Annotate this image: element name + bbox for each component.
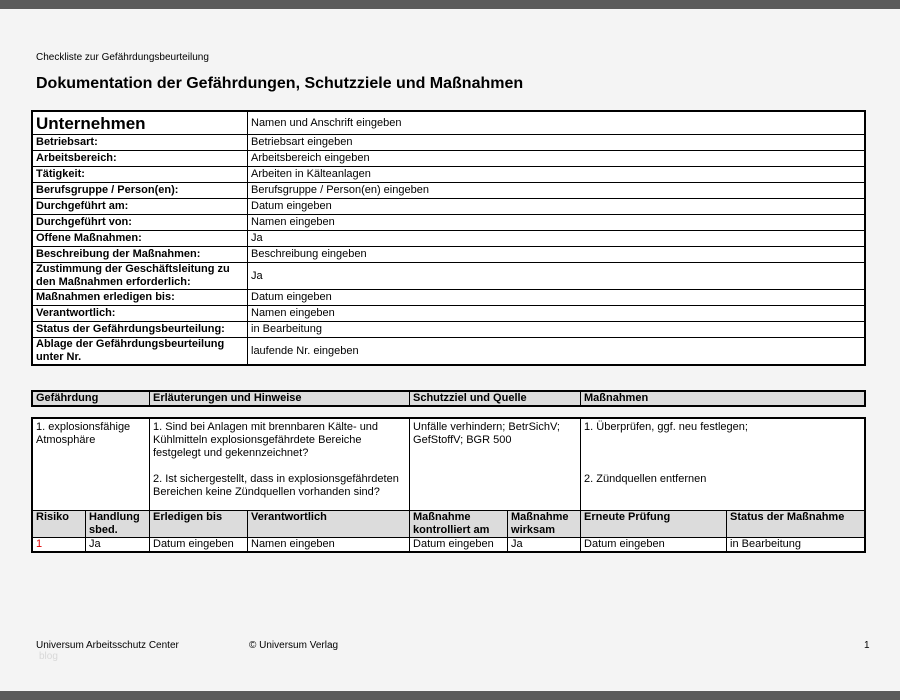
document-title: Dokumentation der Gefährdungen, Schutzziele und Maßnahmen <box>36 75 524 92</box>
sub-value[interactable]: Ja <box>508 538 581 552</box>
info-label: Arbeitsbereich: <box>33 151 248 167</box>
info-label: Durchgeführt von: <box>33 215 248 231</box>
info-value[interactable]: Datum eingeben <box>248 290 865 306</box>
info-value[interactable]: Arbeiten in Kälteanlagen <box>248 167 865 183</box>
hazard-header-table <box>32 391 865 406</box>
sub-value[interactable]: 1 <box>33 538 86 552</box>
company-value[interactable]: Namen und Anschrift eingeben <box>248 112 865 135</box>
info-label: Maßnahmen erledigen bis: <box>33 290 248 306</box>
hazard-detail-table <box>32 418 865 552</box>
info-value[interactable]: Arbeitsbereich eingeben <box>248 151 865 167</box>
info-row <box>33 167 865 183</box>
info-value[interactable]: Betriebsart eingeben <box>248 135 865 151</box>
info-label: Tätigkeit: <box>33 167 248 183</box>
info-label: Durchgeführt am: <box>33 199 248 215</box>
page-number: 1 <box>864 640 870 651</box>
watermark: blog <box>39 651 58 662</box>
sub-value[interactable]: Datum eingeben <box>581 538 727 552</box>
info-value[interactable]: Beschreibung eingeben <box>248 247 865 263</box>
info-label: Zustimmung der Geschäftsleitung zu den Maßnahmen erforderlich: <box>33 263 248 290</box>
header-goal: Schutzziel und Quelle <box>410 392 581 406</box>
info-row <box>33 183 865 199</box>
sub-value[interactable]: Ja <box>86 538 150 552</box>
info-value[interactable]: Namen eingeben <box>248 306 865 322</box>
footer-left: Universum Arbeitsschutz Center <box>36 640 179 651</box>
company-info-table <box>32 111 865 365</box>
info-row <box>33 290 865 306</box>
info-value[interactable]: Ja <box>248 231 865 247</box>
info-value[interactable]: laufende Nr. eingeben <box>248 338 865 365</box>
info-value[interactable]: Berufsgruppe / Person(en) eingeben <box>248 183 865 199</box>
info-label: Ablage der Gefährdungsbeurteilung unter Nr. <box>33 338 248 365</box>
info-label: Verantwortlich: <box>33 306 248 322</box>
info-label: Berufsgruppe / Person(en): <box>33 183 248 199</box>
info-row <box>33 199 865 215</box>
document-subtitle: Checkliste zur Gefährdungsbeurteilung <box>36 52 209 63</box>
sub-header: Erledigen bis <box>150 511 248 538</box>
note-1: 1. Sind bei Anlagen mit brennbaren Kälte- und Kühlmitteln explosionsgefährdete Bereiche festgelegt und gekennzeichnet? <box>153 421 379 459</box>
info-row <box>33 215 865 231</box>
info-label: Beschreibung der Maßnahmen: <box>33 247 248 263</box>
info-row <box>33 135 865 151</box>
info-row <box>33 322 865 338</box>
measure-2: 2. Zündquellen entfernen <box>584 473 707 485</box>
info-value[interactable]: in Bearbeitung <box>248 322 865 338</box>
info-row <box>33 151 865 167</box>
info-row <box>33 247 865 263</box>
info-label: Offene Maßnahmen: <box>33 231 248 247</box>
note-2: 2. Ist sichergestellt, dass in explosionsgefährdeten Bereichen keine Zündquellen vorhanden sind? <box>153 473 399 498</box>
sub-value[interactable]: in Bearbeitung <box>727 538 865 552</box>
company-label: Unternehmen <box>33 112 248 135</box>
sub-header: Verantwortlich <box>248 511 410 538</box>
info-row <box>33 263 865 290</box>
sub-header: Maßnahme kontrolliert am <box>410 511 508 538</box>
footer-copyright: © Universum Verlag <box>249 640 339 651</box>
sub-header: Status der Maßnahme <box>727 511 865 538</box>
header-hazard: Gefährdung <box>33 392 150 406</box>
measure-1: 1. Überprüfen, ggf. neu festlegen; <box>584 421 748 433</box>
sub-header: Erneute Prüfung <box>581 511 727 538</box>
bottom-bar <box>0 691 900 700</box>
info-label: Betriebsart: <box>33 135 248 151</box>
sub-header: Handlung sbed. <box>86 511 150 538</box>
info-value[interactable]: Ja <box>248 263 865 290</box>
notes-cell <box>150 419 410 511</box>
sub-header: Risiko <box>33 511 86 538</box>
info-row <box>33 306 865 322</box>
sub-value[interactable]: Datum eingeben <box>150 538 248 552</box>
info-row <box>33 231 865 247</box>
info-label: Status der Gefährdungsbeurteilung: <box>33 322 248 338</box>
info-row <box>33 338 865 365</box>
sub-value[interactable]: Namen eingeben <box>248 538 410 552</box>
header-measures: Maßnahmen <box>581 392 865 406</box>
info-value[interactable]: Datum eingeben <box>248 199 865 215</box>
header-notes: Erläuterungen und Hinweise <box>150 392 410 406</box>
measures-cell <box>581 419 865 511</box>
sub-value[interactable]: Datum eingeben <box>410 538 508 552</box>
info-value[interactable]: Namen eingeben <box>248 215 865 231</box>
goal-cell: Unfälle verhindern; BetrSichV; GefStoffV; BGR 500 <box>410 419 581 511</box>
hazard-cell: 1. explosionsfähige Atmosphäre <box>33 419 150 511</box>
top-bar <box>0 0 900 9</box>
sub-header: Maßnahme wirksam <box>508 511 581 538</box>
